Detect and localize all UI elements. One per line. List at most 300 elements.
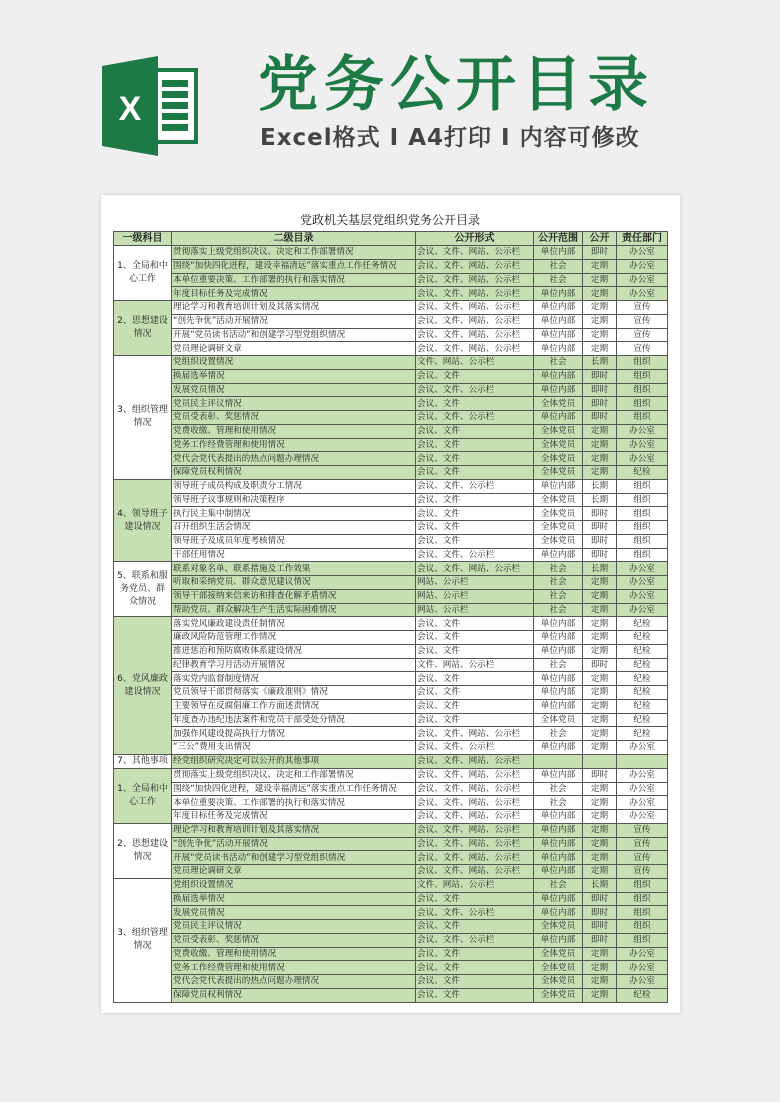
category-cell: 3、组织管理情况 [114, 878, 172, 1002]
responsible-dept-cell: 办公室 [617, 947, 668, 961]
table-row [114, 342, 668, 356]
svg-text:X: X [118, 90, 142, 128]
responsible-dept-cell: 纪检 [617, 713, 668, 727]
table-row [114, 823, 668, 837]
table-row [114, 534, 668, 548]
item-name-cell: 贯彻落实上级党组织决议、决定和工作部署情况 [172, 246, 416, 260]
table-row [114, 906, 668, 920]
publish-form-cell: 文件、网站、公示栏 [416, 658, 534, 672]
publish-timing-cell: 即时 [583, 768, 617, 782]
publish-timing-cell: 即时 [583, 658, 617, 672]
publish-form-cell: 会议、文件 [416, 493, 534, 507]
column-header: 公开形式 [416, 232, 534, 246]
column-header: 公开 [583, 232, 617, 246]
table-row [114, 878, 668, 892]
publish-form-cell: 文件、网站、公示栏 [416, 356, 534, 370]
publish-timing-cell: 定期 [583, 603, 617, 617]
table-row [114, 356, 668, 370]
table-row [114, 810, 668, 824]
publish-timing-cell: 即时 [583, 920, 617, 934]
publish-form-cell: 会议、文件、网站、公示栏 [416, 865, 534, 879]
responsible-dept-cell: 办公室 [617, 287, 668, 301]
publish-timing-cell: 定期 [583, 961, 617, 975]
item-name-cell: 干部任用情况 [172, 548, 416, 562]
publish-scope-cell: 单位内部 [534, 314, 583, 328]
responsible-dept-cell: 办公室 [617, 562, 668, 576]
publish-scope-cell: 全体党员 [534, 466, 583, 480]
publish-timing-cell [583, 754, 617, 768]
responsible-dept-cell: 组织 [617, 507, 668, 521]
responsible-dept-cell: 办公室 [617, 273, 668, 287]
publish-timing-cell: 定期 [583, 741, 617, 755]
publish-form-cell: 会议、文件、网站、公示栏 [416, 328, 534, 342]
catalog-table [113, 231, 668, 1003]
table-row [114, 865, 668, 879]
responsible-dept-cell: 办公室 [617, 589, 668, 603]
responsible-dept-cell: 组织 [617, 548, 668, 562]
item-name-cell: 开展“党员读书活动”和创建学习型党组织情况 [172, 328, 416, 342]
item-name-cell: 本单位重要决策、工作部署的执行和落实情况 [172, 796, 416, 810]
publish-form-cell: 会议、文件、网站、公示栏 [416, 246, 534, 260]
publish-timing-cell: 定期 [583, 287, 617, 301]
category-cell: 2、思想建设情况 [114, 823, 172, 878]
table-row [114, 521, 668, 535]
publish-scope-cell: 全体党员 [534, 438, 583, 452]
table-row [114, 466, 668, 480]
responsible-dept-cell: 办公室 [617, 782, 668, 796]
publish-scope-cell: 社会 [534, 782, 583, 796]
publish-form-cell: 会议、文件、公示栏 [416, 479, 534, 493]
responsible-dept-cell: 宣传 [617, 837, 668, 851]
publish-timing-cell: 定期 [583, 631, 617, 645]
publish-scope-cell: 单位内部 [534, 246, 583, 260]
publish-timing-cell: 即时 [583, 397, 617, 411]
responsible-dept-cell: 办公室 [617, 246, 668, 260]
publish-scope-cell: 社会 [534, 259, 583, 273]
category-cell: 2、思想建设情况 [114, 301, 172, 356]
publish-form-cell: 会议、文件 [416, 961, 534, 975]
responsible-dept-cell: 办公室 [617, 438, 668, 452]
publish-timing-cell: 定期 [583, 342, 617, 356]
table-row [114, 589, 668, 603]
table-row [114, 768, 668, 782]
table-row [114, 246, 668, 260]
publish-form-cell: 会议、文件 [416, 975, 534, 989]
publish-scope-cell: 单位内部 [534, 672, 583, 686]
table-row [114, 369, 668, 383]
publish-timing-cell: 定期 [583, 699, 617, 713]
column-header: 公开范围 [534, 232, 583, 246]
table-row [114, 947, 668, 961]
excel-logo-icon [100, 56, 200, 156]
category-cell: 1、全局和中心工作 [114, 246, 172, 301]
publish-form-cell: 会议、文件 [416, 438, 534, 452]
publish-scope-cell: 社会 [534, 878, 583, 892]
publish-scope-cell: 单位内部 [534, 933, 583, 947]
item-name-cell: 发展党员情况 [172, 906, 416, 920]
publish-timing-cell: 即时 [583, 383, 617, 397]
publish-form-cell: 会议、文件、网站、公示栏 [416, 287, 534, 301]
responsible-dept-cell: 办公室 [617, 975, 668, 989]
publish-timing-cell: 定期 [583, 672, 617, 686]
publish-timing-cell: 定期 [583, 865, 617, 879]
publish-scope-cell: 单位内部 [534, 906, 583, 920]
publish-form-cell: 会议、文件、网站、公示栏 [416, 273, 534, 287]
publish-form-cell: 会议、文件 [416, 892, 534, 906]
responsible-dept-cell: 纪检 [617, 631, 668, 645]
responsible-dept-cell: 组织 [617, 521, 668, 535]
item-name-cell: 领导班子议事规则和决策程序 [172, 493, 416, 507]
responsible-dept-cell: 办公室 [617, 961, 668, 975]
item-name-cell: 换届选举情况 [172, 369, 416, 383]
responsible-dept-cell: 组织 [617, 892, 668, 906]
item-name-cell: 召开组织生活会情况 [172, 521, 416, 535]
publish-form-cell: 会议、文件、网站、公示栏 [416, 727, 534, 741]
item-name-cell: 帮助党员、群众解决生产生活实际困难情况 [172, 603, 416, 617]
page-subtitle: Excel格式 I A4打印 I 内容可修改 [260, 125, 640, 151]
table-row [114, 686, 668, 700]
responsible-dept-cell: 办公室 [617, 603, 668, 617]
publish-timing-cell: 定期 [583, 644, 617, 658]
publish-form-cell: 会议、文件、公示栏 [416, 383, 534, 397]
publish-form-cell: 会议、文件、公示栏 [416, 741, 534, 755]
publish-form-cell: 会议、文件 [416, 713, 534, 727]
publish-form-cell: 会议、文件 [416, 534, 534, 548]
table-row [114, 397, 668, 411]
publish-scope-cell: 全体党员 [534, 947, 583, 961]
publish-timing-cell: 定期 [583, 438, 617, 452]
publish-timing-cell: 定期 [583, 810, 617, 824]
item-name-cell: 落实党风廉政建设责任制情况 [172, 617, 416, 631]
table-row [114, 961, 668, 975]
item-name-cell: 本单位重要决策、工作部署的执行和落实情况 [172, 273, 416, 287]
table-row [114, 603, 668, 617]
table-row [114, 920, 668, 934]
publish-scope-cell: 全体党员 [534, 493, 583, 507]
publish-timing-cell: 即时 [583, 906, 617, 920]
table-row [114, 438, 668, 452]
publish-form-cell: 网站、公示栏 [416, 603, 534, 617]
responsible-dept-cell: 办公室 [617, 796, 668, 810]
publish-form-cell: 会议、文件、网站、公示栏 [416, 301, 534, 315]
publish-timing-cell: 即时 [583, 411, 617, 425]
publish-form-cell: 会议、文件、网站、公示栏 [416, 823, 534, 837]
table-row [114, 576, 668, 590]
responsible-dept-cell: 办公室 [617, 576, 668, 590]
publish-form-cell: 会议、文件 [416, 397, 534, 411]
publish-form-cell: 会议、文件、网站、公示栏 [416, 259, 534, 273]
responsible-dept-cell: 组织 [617, 397, 668, 411]
table-row [114, 672, 668, 686]
publish-timing-cell: 长期 [583, 356, 617, 370]
category-cell: 6、党风廉政建设情况 [114, 617, 172, 755]
publish-form-cell: 会议、文件 [416, 452, 534, 466]
publish-timing-cell: 定期 [583, 686, 617, 700]
item-name-cell: 联系对象名单、联系措施及工作效果 [172, 562, 416, 576]
responsible-dept-cell: 办公室 [617, 741, 668, 755]
publish-scope-cell: 全体党员 [534, 521, 583, 535]
publish-scope-cell: 单位内部 [534, 699, 583, 713]
item-name-cell: “创先争优”活动开展情况 [172, 837, 416, 851]
item-name-cell: 贯彻落实上级党组织决议、决定和工作部署情况 [172, 768, 416, 782]
publish-timing-cell: 定期 [583, 301, 617, 315]
publish-timing-cell: 长期 [583, 562, 617, 576]
column-header: 责任部门 [617, 232, 668, 246]
item-name-cell: 换届选举情况 [172, 892, 416, 906]
publish-scope-cell: 社会 [534, 273, 583, 287]
table-row [114, 699, 668, 713]
responsible-dept-cell: 纪检 [617, 699, 668, 713]
item-name-cell: 党员受表彰、奖惩情况 [172, 933, 416, 947]
publish-scope-cell: 单位内部 [534, 301, 583, 315]
publish-form-cell: 会议、文件、网站、公示栏 [416, 562, 534, 576]
publish-scope-cell: 单位内部 [534, 342, 583, 356]
publish-scope-cell: 全体党员 [534, 424, 583, 438]
column-header: 二级目录 [172, 232, 416, 246]
publish-form-cell: 会议、文件 [416, 617, 534, 631]
responsible-dept-cell: 纪检 [617, 686, 668, 700]
publish-form-cell: 文件、网站、公示栏 [416, 878, 534, 892]
responsible-dept-cell: 办公室 [617, 452, 668, 466]
responsible-dept-cell [617, 754, 668, 768]
publish-form-cell: 会议、文件 [416, 686, 534, 700]
publish-scope-cell: 单位内部 [534, 369, 583, 383]
category-cell: 5、联系和服务党员、群众情况 [114, 562, 172, 617]
responsible-dept-cell: 组织 [617, 479, 668, 493]
publish-timing-cell: 即时 [583, 521, 617, 535]
table-row [114, 493, 668, 507]
publish-scope-cell: 社会 [534, 658, 583, 672]
publish-scope-cell: 单位内部 [534, 810, 583, 824]
table-row [114, 988, 668, 1002]
publish-timing-cell: 即时 [583, 369, 617, 383]
table-row [114, 273, 668, 287]
item-name-cell: 党员理论调研文章 [172, 342, 416, 356]
publish-form-cell: 网站、公示栏 [416, 576, 534, 590]
item-name-cell: 党费收缴、管理和使用情况 [172, 424, 416, 438]
responsible-dept-cell: 组织 [617, 369, 668, 383]
publish-scope-cell: 单位内部 [534, 851, 583, 865]
publish-timing-cell: 定期 [583, 589, 617, 603]
category-cell: 1、全局和中心工作 [114, 768, 172, 823]
publish-form-cell: 会议、文件、网站、公示栏 [416, 810, 534, 824]
publish-form-cell: 会议、文件 [416, 920, 534, 934]
table-row [114, 548, 668, 562]
publish-scope-cell: 社会 [534, 589, 583, 603]
publish-timing-cell: 定期 [583, 837, 617, 851]
table-row [114, 314, 668, 328]
publish-scope-cell: 单位内部 [534, 631, 583, 645]
item-name-cell: 领导干部接纳来信来访和排查化解矛盾情况 [172, 589, 416, 603]
publish-scope-cell: 单位内部 [534, 617, 583, 631]
item-name-cell: 年度目标任务及完成情况 [172, 287, 416, 301]
item-name-cell: 纪律教育学习月活动开展情况 [172, 658, 416, 672]
publish-timing-cell: 即时 [583, 507, 617, 521]
item-name-cell: 执行民主集中制情况 [172, 507, 416, 521]
item-name-cell: 党员民主评议情况 [172, 397, 416, 411]
responsible-dept-cell: 纪检 [617, 727, 668, 741]
item-name-cell: 党费收缴、管理和使用情况 [172, 947, 416, 961]
publish-timing-cell: 定期 [583, 988, 617, 1002]
responsible-dept-cell: 纪检 [617, 466, 668, 480]
responsible-dept-cell: 办公室 [617, 424, 668, 438]
publish-timing-cell: 即时 [583, 933, 617, 947]
responsible-dept-cell: 组织 [617, 878, 668, 892]
responsible-dept-cell: 宣传 [617, 314, 668, 328]
publish-form-cell: 会议、文件、网站、公示栏 [416, 782, 534, 796]
responsible-dept-cell: 办公室 [617, 259, 668, 273]
publish-scope-cell: 全体党员 [534, 397, 583, 411]
publish-timing-cell: 定期 [583, 713, 617, 727]
publish-timing-cell: 长期 [583, 479, 617, 493]
publish-scope-cell: 社会 [534, 796, 583, 810]
publish-form-cell: 会议、文件 [416, 466, 534, 480]
publish-form-cell: 会议、文件 [416, 507, 534, 521]
publish-scope-cell: 单位内部 [534, 287, 583, 301]
publish-scope-cell: 单位内部 [534, 741, 583, 755]
table-row [114, 424, 668, 438]
publish-form-cell: 会议、文件 [416, 424, 534, 438]
category-cell: 7、其他事项 [114, 754, 172, 768]
responsible-dept-cell: 组织 [617, 906, 668, 920]
responsible-dept-cell: 宣传 [617, 851, 668, 865]
table-row [114, 754, 668, 768]
publish-timing-cell: 定期 [583, 727, 617, 741]
publish-form-cell: 会议、文件、公示栏 [416, 933, 534, 947]
responsible-dept-cell: 宣传 [617, 865, 668, 879]
item-name-cell: 党员领导干部贯彻落实《廉政准则》情况 [172, 686, 416, 700]
publish-scope-cell: 全体党员 [534, 534, 583, 548]
publish-timing-cell: 定期 [583, 314, 617, 328]
publish-timing-cell: 即时 [583, 534, 617, 548]
item-name-cell: 主要领导在反腐倡廉工作方面述责情况 [172, 699, 416, 713]
item-name-cell: 党员理论调研文章 [172, 865, 416, 879]
publish-form-cell: 会议、文件、网站、公示栏 [416, 314, 534, 328]
publish-form-cell: 会议、文件 [416, 947, 534, 961]
publish-scope-cell: 单位内部 [534, 823, 583, 837]
item-name-cell: 党务工作经费管理和使用情况 [172, 961, 416, 975]
responsible-dept-cell: 宣传 [617, 342, 668, 356]
category-cell: 3、组织管理情况 [114, 356, 172, 480]
publish-form-cell: 会议、文件 [416, 988, 534, 1002]
responsible-dept-cell: 办公室 [617, 768, 668, 782]
table-header-row [114, 232, 668, 246]
publish-timing-cell: 定期 [583, 782, 617, 796]
table-row [114, 727, 668, 741]
publish-scope-cell [534, 754, 583, 768]
item-name-cell: 开展“党员读书活动”和创建学习型党组织情况 [172, 851, 416, 865]
publish-scope-cell: 全体党员 [534, 507, 583, 521]
responsible-dept-cell: 纪检 [617, 658, 668, 672]
table-row [114, 851, 668, 865]
table-row [114, 644, 668, 658]
publish-timing-cell: 长期 [583, 878, 617, 892]
publish-scope-cell: 社会 [534, 603, 583, 617]
table-row [114, 383, 668, 397]
publish-scope-cell: 全体党员 [534, 988, 583, 1002]
publish-scope-cell: 全体党员 [534, 961, 583, 975]
publish-scope-cell: 全体党员 [534, 713, 583, 727]
publish-timing-cell: 即时 [583, 548, 617, 562]
publish-scope-cell: 单位内部 [534, 837, 583, 851]
responsible-dept-cell: 纪检 [617, 988, 668, 1002]
table-row [114, 479, 668, 493]
table-row [114, 452, 668, 466]
publish-scope-cell: 单位内部 [534, 686, 583, 700]
item-name-cell: 围绕“加快四化进程，建设幸福清远”落实重点工作任务情况 [172, 259, 416, 273]
publish-scope-cell: 单位内部 [534, 411, 583, 425]
item-name-cell: 党代会党代表提出的热点问题办理情况 [172, 452, 416, 466]
publish-timing-cell: 定期 [583, 273, 617, 287]
item-name-cell: 听取和采纳党员、群众意见建议情况 [172, 576, 416, 590]
publish-form-cell: 会议、文件 [416, 699, 534, 713]
publish-timing-cell: 定期 [583, 617, 617, 631]
publish-scope-cell: 社会 [534, 576, 583, 590]
table-row [114, 933, 668, 947]
table-row [114, 892, 668, 906]
item-name-cell: 保障党员权利情况 [172, 466, 416, 480]
publish-timing-cell: 定期 [583, 452, 617, 466]
publish-timing-cell: 定期 [583, 823, 617, 837]
responsible-dept-cell: 组织 [617, 493, 668, 507]
item-name-cell: 党组织设置情况 [172, 356, 416, 370]
item-name-cell: “创先争优”活动开展情况 [172, 314, 416, 328]
publish-scope-cell: 社会 [534, 356, 583, 370]
publish-scope-cell: 社会 [534, 727, 583, 741]
item-name-cell: 党员民主评议情况 [172, 920, 416, 934]
item-name-cell: 领导班子成员构成及职责分工情况 [172, 479, 416, 493]
table-row [114, 411, 668, 425]
publish-scope-cell: 单位内部 [534, 768, 583, 782]
publish-scope-cell: 单位内部 [534, 548, 583, 562]
publish-form-cell: 会议、文件、公示栏 [416, 411, 534, 425]
table-row [114, 617, 668, 631]
publish-form-cell: 会议、文件 [416, 521, 534, 535]
item-name-cell: 廉政风险防范管理工作情况 [172, 631, 416, 645]
publish-scope-cell: 全体党员 [534, 452, 583, 466]
table-row [114, 562, 668, 576]
item-name-cell: 党员受表彰、奖惩情况 [172, 411, 416, 425]
publish-timing-cell: 即时 [583, 246, 617, 260]
publish-timing-cell: 定期 [583, 851, 617, 865]
publish-scope-cell: 单位内部 [534, 328, 583, 342]
page-title: 党务公开目录 [258, 50, 654, 120]
publish-timing-cell: 定期 [583, 576, 617, 590]
responsible-dept-cell: 宣传 [617, 328, 668, 342]
publish-timing-cell: 定期 [583, 424, 617, 438]
item-name-cell: 党组织设置情况 [172, 878, 416, 892]
publish-form-cell: 会议、文件、网站、公示栏 [416, 837, 534, 851]
document-title: 党政机关基层党组织党务公开目录 [299, 213, 480, 227]
table-row [114, 782, 668, 796]
publish-form-cell: 会议、文件 [416, 369, 534, 383]
table-row [114, 713, 668, 727]
publish-form-cell: 会议、文件、网站、公示栏 [416, 754, 534, 768]
table-row [114, 301, 668, 315]
responsible-dept-cell: 组织 [617, 383, 668, 397]
item-name-cell: 发展党员情况 [172, 383, 416, 397]
responsible-dept-cell: 组织 [617, 411, 668, 425]
table-row [114, 328, 668, 342]
column-header: 一级科目 [114, 232, 172, 246]
responsible-dept-cell: 宣传 [617, 301, 668, 315]
responsible-dept-cell: 组织 [617, 920, 668, 934]
responsible-dept-cell: 纪检 [617, 617, 668, 631]
publish-scope-cell: 单位内部 [534, 479, 583, 493]
item-name-cell: 保障党员权利情况 [172, 988, 416, 1002]
table-row [114, 975, 668, 989]
item-name-cell: 围绕“加快四化进程，建设幸福清远”落实重点工作任务情况 [172, 782, 416, 796]
